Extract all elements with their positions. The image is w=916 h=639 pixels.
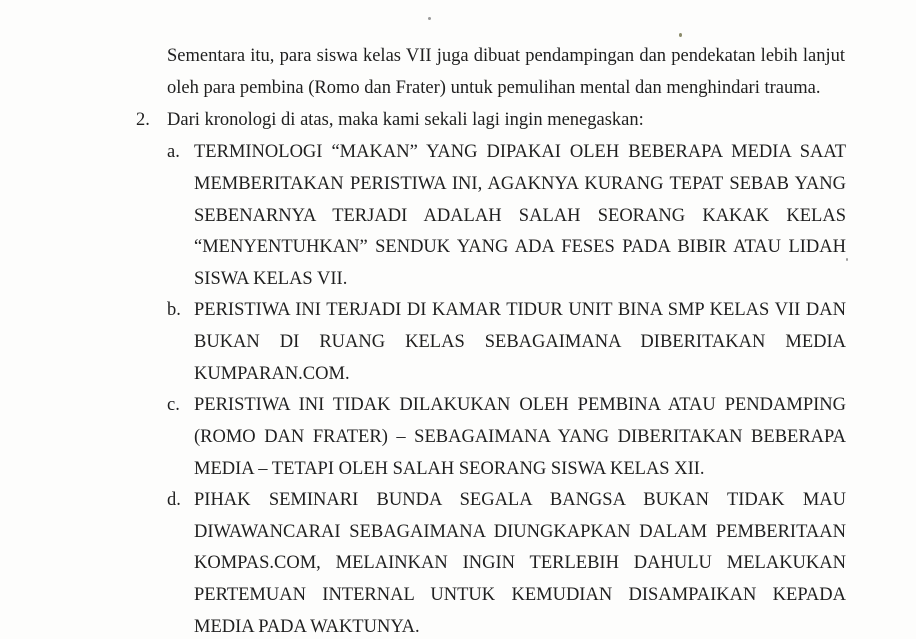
- intro-line-2: oleh para pembina (Romo dan Frater) untuk pemulihan mental dan menghindari trauma.: [167, 78, 821, 98]
- subitem-a-line-5: SISWA KELAS VII.: [194, 269, 348, 289]
- item-2-number: 2.: [136, 110, 150, 130]
- subitem-b-marker: b.: [167, 300, 181, 320]
- subitem-a-line-4: “MENYENTUHKAN” SENDUK YANG ADA FESES PADA BIBIR ATAU LIDAH: [194, 237, 846, 257]
- subitem-a-line-1: TERMINOLOGI “MAKAN” YANG DIPAKAI OLEH BEBERAPA MEDIA SAAT: [194, 142, 846, 162]
- subitem-c-line-3: MEDIA – TETAPI OLEH SALAH SEORANG SISWA KELAS XII.: [194, 459, 705, 479]
- subitem-c-line-2: (ROMO DAN FRATER) – SEBAGAIMANA YANG DIBERITAKAN BEBERAPA: [194, 427, 846, 447]
- subitem-b-line-3: KUMPARAN.COM.: [194, 364, 350, 384]
- subitem-b-line-2: BUKAN DI RUANG KELAS SEBAGAIMANA DIBERITAKAN MEDIA: [194, 332, 846, 352]
- subitem-c-line-1: PERISTIWA INI TIDAK DILAKUKAN OLEH PEMBINA ATAU PENDAMPING: [194, 395, 846, 415]
- item-2-text: Dari kronologi di atas, maka kami sekali lagi ingin menegaskan:: [167, 110, 644, 130]
- subitem-d-line-2: DIWAWANCARAI SEBAGAIMANA DIUNGKAPKAN DALAM PEMBERITAAN: [194, 522, 846, 542]
- intro-line-1: Sementara itu, para siswa kelas VII juga dibuat pendampingan dan pendekatan lebih lanjut: [167, 46, 845, 66]
- subitem-a-marker: a.: [167, 142, 180, 162]
- scan-speck: [428, 17, 431, 20]
- subitem-c-marker: c.: [167, 395, 180, 415]
- subitem-d-line-4: PERTEMUAN INTERNAL UNTUK KEMUDIAN DISAMPAIKAN KEPADA: [194, 585, 846, 605]
- subitem-d-marker: d.: [167, 490, 181, 510]
- scan-speck: [679, 33, 682, 37]
- subitem-a-line-2: MEMBERITAKAN PERISTIWA INI, AGAKNYA KURANG TEPAT SEBAB YANG: [194, 174, 846, 194]
- subitem-a-line-3: SEBENARNYA TERJADI ADALAH SALAH SEORANG KAKAK KELAS: [194, 206, 846, 226]
- subitem-d-line-1: PIHAK SEMINARI BUNDA SEGALA BANGSA BUKAN TIDAK MAU: [194, 490, 846, 510]
- subitem-d-line-5: MEDIA PADA WAKTUNYA.: [194, 617, 420, 637]
- subitem-d-line-3: KOMPAS.COM, MELAINKAN INGIN TERLEBIH DAHULU MELAKUKAN: [194, 553, 846, 573]
- scan-speck: [846, 258, 848, 261]
- subitem-b-line-1: PERISTIWA INI TERJADI DI KAMAR TIDUR UNIT BINA SMP KELAS VII DAN: [194, 300, 846, 320]
